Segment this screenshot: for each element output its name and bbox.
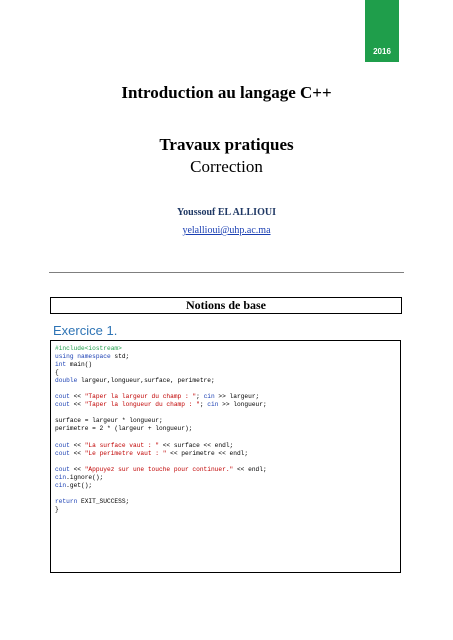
author-name: Youssouf EL ALLIOUI [177,207,276,218]
document-subsubtitle: Correction [190,157,263,176]
code-token: ; [196,393,204,401]
code-token: main() [66,361,93,369]
code-line [55,361,396,369]
code-token: << [69,401,85,409]
code-token: { [55,369,59,377]
code-line [55,466,396,474]
code-token: using namespace [55,353,111,361]
code-token: cin [55,481,67,489]
code-token: "Taper la longueur du champ : " [84,401,200,409]
code-token: cout [55,465,70,473]
code-token: cout [55,449,70,457]
code-token: "Taper la largeur du champ : " [84,393,197,401]
code-token: .get(); [66,481,93,489]
year-label: 2016 [373,47,391,56]
code-token: cin [55,473,67,481]
code-token: cin [203,393,215,401]
code-token: << [69,465,85,473]
code-line [55,369,396,377]
code-token: std; [110,353,130,361]
code-line [55,490,396,498]
code-line [55,442,396,450]
code-token: << surface << endl; [158,441,234,449]
code-line [55,482,396,490]
code-token: #include<iostream> [55,345,122,352]
code-token: cout [55,441,70,449]
author-email-link[interactable]: yelallioui@uhp.ac.ma [182,225,271,236]
code-token: << [69,441,85,449]
code-token: cout [55,393,70,401]
code-line [55,425,396,433]
code-line [55,345,396,353]
document-subtitle: Travaux pratiques [159,135,294,154]
code-line [55,434,396,442]
year-badge [365,0,399,62]
code-token: surface = largeur * longueur; [55,417,163,425]
code-line [55,498,396,506]
code-token: double [55,377,78,385]
code-token: << perimetre << endl; [166,449,249,457]
code-token: .ignore(); [66,473,104,481]
code-line [55,417,396,425]
code-block [50,340,401,573]
code-line [55,409,396,417]
document-title: Introduction au langage C++ [121,83,332,102]
code-token: << [69,449,85,457]
code-token: cout [55,401,70,409]
code-token: "La surface vaut : " [84,441,159,449]
section-heading: Notions de base [50,297,402,314]
code-line [55,506,396,514]
code-token: "Le perimetre vaut : " [84,449,167,457]
code-line [55,353,396,361]
code-line [55,377,396,385]
code-line [55,385,396,393]
code-line [55,401,396,409]
code-line [55,450,396,458]
code-token: >> largeur; [214,393,260,401]
code-token: int [55,361,67,369]
code-line [55,474,396,482]
exercise-heading: Exercice 1. [53,323,118,338]
divider [49,272,404,273]
code-token: return [55,497,78,505]
code-token: } [55,505,59,513]
code-token: << [69,393,85,401]
code-token: >> longueur; [218,401,267,409]
code-token: largeur,longueur,surface, perimetre; [77,377,215,385]
code-token: ; [199,401,208,409]
code-token: cin [207,401,219,409]
code-token: EXIT_SUCCESS; [77,497,130,505]
code-line [55,393,396,401]
code-token: perimetre = 2 * (largeur + longueur); [55,425,193,433]
code-line [55,458,396,466]
code-token: "Appuyez sur une touche pour continuer." [84,465,234,473]
code-token: << endl; [233,465,267,473]
